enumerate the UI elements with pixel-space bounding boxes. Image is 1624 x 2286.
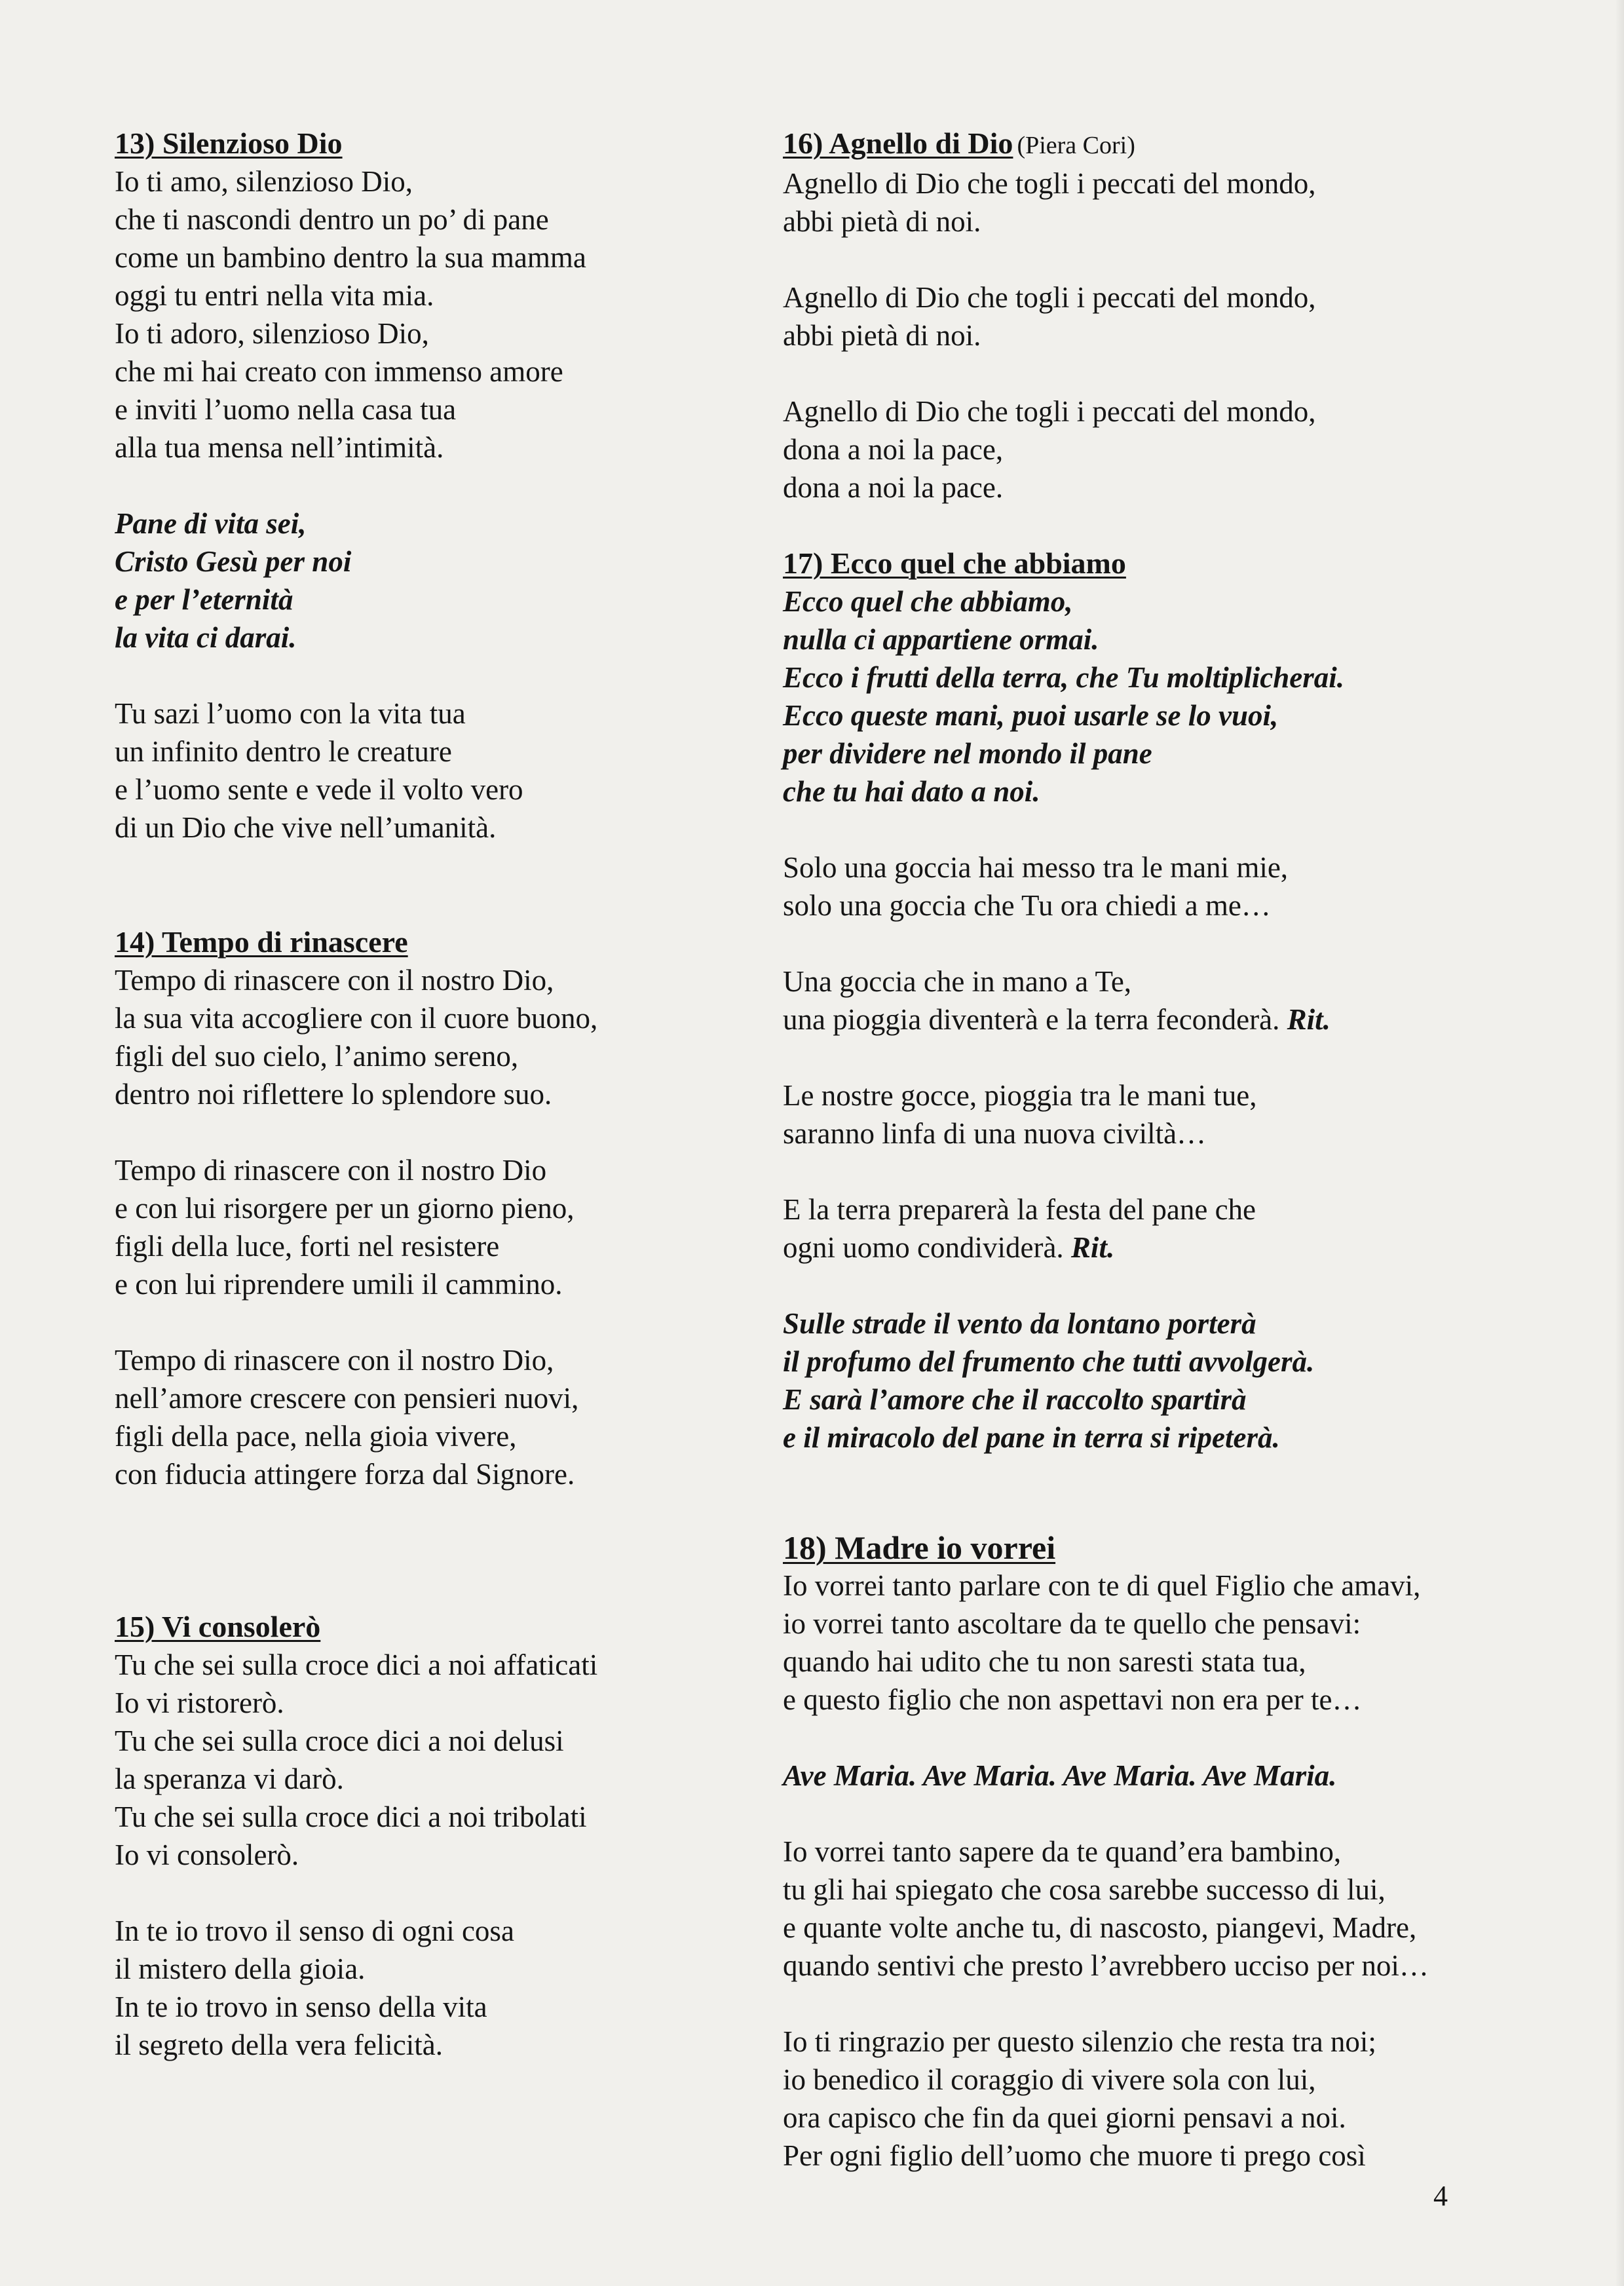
- lyric-line: [783, 1000, 1523, 1038]
- lyric-text: E sarà l’amore che il raccolto spartirà: [783, 1383, 1247, 1416]
- lyric-line: [115, 1379, 776, 1417]
- lyric-text: ogni uomo condividerà.: [783, 1231, 1064, 1264]
- song-title: [783, 1529, 1523, 1567]
- stanza: [783, 164, 1523, 240]
- lyric-line: [783, 2137, 1523, 2175]
- lyric-text: oggi tu entri nella vita mia.: [115, 279, 434, 312]
- lyric-line: [783, 1076, 1523, 1114]
- lyric-line: [783, 468, 1523, 506]
- song-title-text: 14) Tempo di rinascere: [115, 925, 408, 959]
- lyric-line: [783, 1381, 1523, 1419]
- lyric-text: figli della pace, nella gioia vivere,: [115, 1420, 517, 1453]
- stanza: [783, 1076, 1523, 1153]
- refrain: [115, 505, 776, 657]
- refrain: [783, 582, 1523, 810]
- lyric-text: quando sentivi che presto l’avrebbero ucciso per noi…: [783, 1949, 1429, 1982]
- lyric-text: dona a noi la pace,: [783, 433, 1004, 466]
- stanza: [115, 1646, 776, 1874]
- lyric-text: Sulle strade il vento da lontano porterà: [783, 1307, 1256, 1340]
- lyric-text: ora capisco che fin da quei giorni pensavi a noi.: [783, 2101, 1346, 2134]
- lyric-text: Tu che sei sulla croce dici a noi tribolati: [115, 1800, 587, 1833]
- lyric-line: [115, 733, 776, 771]
- stanza: [783, 1191, 1523, 1267]
- lyric-text: e questo figlio che non aspettavi non era per te…: [783, 1683, 1362, 1716]
- lyric-line: [783, 582, 1523, 620]
- lyric-line: [115, 581, 776, 619]
- stanza: [783, 2023, 1523, 2175]
- stanza: [115, 695, 776, 847]
- lyric-text: quando hai udito che tu non saresti stata tua,: [783, 1645, 1306, 1678]
- lyric-text: dona a noi la pace.: [783, 471, 1004, 504]
- lyric-text: Tu che sei sulla croce dici a noi affaticati: [115, 1648, 598, 1681]
- lyric-text: Io vorrei tanto sapere da te quand’era bambino,: [783, 1835, 1342, 1868]
- lyric-line: [783, 772, 1523, 810]
- song-title-text: 18) Madre io vorrei: [783, 1529, 1056, 1566]
- lyric-line: [115, 1988, 776, 2026]
- lyric-text: Ecco queste mani, puoi usarle se lo vuoi,: [783, 699, 1279, 732]
- lyric-line: [783, 2061, 1523, 2099]
- lyric-line: [783, 1343, 1523, 1381]
- song-1: [115, 124, 776, 847]
- lyric-line: [115, 1912, 776, 1950]
- refrain: [783, 1305, 1523, 1457]
- lyric-line: [115, 276, 776, 314]
- lyric-text: e il miracolo del pane in terra si ripeterà.: [783, 1421, 1280, 1454]
- song-title-text: 15) Vi consolerò: [115, 1610, 321, 1643]
- lyric-text: con fiducia attingere forza dal Signore.: [115, 1458, 575, 1491]
- song-title: [783, 544, 1523, 582]
- lyric-line: [115, 1760, 776, 1798]
- lyric-text: alla tua mensa nell’intimità.: [115, 431, 444, 464]
- lyric-line: [115, 1265, 776, 1303]
- stanza: [783, 1833, 1523, 1985]
- lyric-line: [115, 1417, 776, 1455]
- song-2: [115, 923, 776, 1493]
- lyric-line: [115, 771, 776, 809]
- lyric-text: Tempo di rinascere con il nostro Dio,: [115, 964, 554, 997]
- lyric-line: [783, 1833, 1523, 1871]
- lyric-text: che ti nascondi dentro un po’ di pane: [115, 203, 549, 236]
- refrain: [783, 1757, 1523, 1795]
- lyric-line: [115, 619, 776, 657]
- lyric-text: come un bambino dentro la sua mamma: [115, 241, 586, 274]
- lyric-text: un infinito dentro le creature: [115, 735, 452, 768]
- page-number: 4: [1433, 2180, 1448, 2212]
- lyric-text: Tu sazi l’uomo con la vita tua: [115, 697, 466, 730]
- lyric-text: una pioggia diventerà e la terra feconderà.: [783, 1003, 1280, 1036]
- lyric-line: [115, 1950, 776, 1988]
- lyric-line: [783, 658, 1523, 696]
- lyric-line: [115, 2026, 776, 2064]
- lyric-text: e per l’eternità: [115, 583, 293, 616]
- lyric-text: saranno linfa di una nuova civiltà…: [783, 1117, 1207, 1150]
- lyric-text: Ecco quel che abbiamo,: [783, 585, 1073, 618]
- lyric-line: [783, 1605, 1523, 1643]
- lyric-line: [115, 1646, 776, 1684]
- lyric-line: [115, 391, 776, 429]
- lyric-line: [783, 962, 1523, 1000]
- song-title: [115, 923, 776, 961]
- lyric-line: [783, 2023, 1523, 2061]
- lyric-text: Una goccia che in mano a Te,: [783, 965, 1132, 998]
- lyric-text: abbi pietà di noi.: [783, 319, 981, 352]
- lyric-text: io benedico il coraggio di vivere sola con lui,: [783, 2063, 1316, 2096]
- lyric-text: Io vorrei tanto parlare con te di quel Figlio che amavi,: [783, 1569, 1421, 1602]
- lyric-line: [783, 202, 1523, 240]
- lyric-line: [783, 1757, 1523, 1795]
- lyric-line: [783, 734, 1523, 772]
- stanza: [783, 848, 1523, 924]
- lyric-line: [115, 1455, 776, 1493]
- lyric-line: [115, 505, 776, 543]
- lyric-line: [115, 1151, 776, 1189]
- lyric-text: che tu hai dato a noi.: [783, 775, 1040, 808]
- lyric-text: solo una goccia che Tu ora chiedi a me…: [783, 889, 1271, 922]
- lyric-text: E la terra preparerà la festa del pane che: [783, 1193, 1256, 1226]
- lyric-line: [783, 1419, 1523, 1457]
- lyric-text: nell’amore crescere con pensieri nuovi,: [115, 1382, 579, 1415]
- lyric-line: [783, 1909, 1523, 1947]
- lyric-text: il segreto della vera felicità.: [115, 2029, 443, 2061]
- lyric-line: [783, 1114, 1523, 1153]
- lyric-line: [115, 200, 776, 238]
- lyric-line: [115, 1836, 776, 1874]
- song-title-text: 16) Agnello di Dio: [783, 126, 1013, 160]
- lyric-line: [115, 1075, 776, 1113]
- lyric-text: e con lui risorgere per un giorno pieno,: [115, 1192, 575, 1225]
- lyric-text: Agnello di Dio che togli i peccati del mondo,: [783, 281, 1316, 314]
- lyric-text: Le nostre gocce, pioggia tra le mani tue,: [783, 1079, 1257, 1112]
- lyric-line: [115, 1227, 776, 1265]
- lyric-line: [115, 1189, 776, 1227]
- lyric-line: [115, 1798, 776, 1836]
- lyric-line: [115, 1341, 776, 1379]
- lyric-text: il mistero della gioia.: [115, 1953, 366, 1985]
- stanza: [115, 1912, 776, 2064]
- lyric-line: [115, 961, 776, 999]
- stanza: [783, 392, 1523, 506]
- lyric-text: Io vi ristorerò.: [115, 1686, 284, 1719]
- lyric-line: [115, 1037, 776, 1075]
- lyric-text: Ecco i frutti della terra, che Tu moltiplicherai.: [783, 661, 1345, 694]
- song-title: [115, 1608, 776, 1646]
- lyric-line: [783, 1643, 1523, 1681]
- lyric-text: nulla ci appartiene ormai.: [783, 623, 1099, 656]
- song-title: [783, 124, 1523, 164]
- lyric-line: [115, 1722, 776, 1760]
- stanza: [115, 1151, 776, 1303]
- lyric-text: la vita ci darai.: [115, 621, 297, 654]
- stanza: [783, 962, 1523, 1038]
- lyric-line: [115, 352, 776, 391]
- left-column: [115, 124, 776, 2064]
- right-column: [783, 124, 1523, 2175]
- lyric-text: Agnello di Dio che togli i peccati del mondo,: [783, 395, 1316, 428]
- lyric-line: [783, 1681, 1523, 1719]
- lyric-text: Tempo di rinascere con il nostro Dio,: [115, 1344, 554, 1377]
- song-1: [783, 124, 1523, 506]
- lyric-text: io vorrei tanto ascoltare da te quello che pensavi:: [783, 1607, 1361, 1640]
- stanza: [115, 162, 776, 467]
- lyric-line: [783, 1229, 1523, 1267]
- song-2: [783, 544, 1523, 1457]
- song-title-text: 13) Silenzioso Dio: [115, 126, 343, 160]
- lyric-text: Cristo Gesù per noi: [115, 545, 352, 578]
- lyric-text: dentro noi riflettere lo splendore suo.: [115, 1078, 552, 1111]
- lyric-line: [783, 1305, 1523, 1343]
- lyric-text: Solo una goccia hai messo tra le mani mie,: [783, 851, 1289, 884]
- lyric-line: [783, 1567, 1523, 1605]
- lyric-line: [783, 278, 1523, 316]
- lyric-text: Io ti adoro, silenzioso Dio,: [115, 317, 429, 350]
- lyric-line: [115, 809, 776, 847]
- stanza: [783, 278, 1523, 354]
- lyric-text: Tempo di rinascere con il nostro Dio: [115, 1154, 547, 1187]
- lyric-line: [115, 543, 776, 581]
- stanza: [115, 1341, 776, 1493]
- lyric-text: Ave Maria. Ave Maria. Ave Maria. Ave Maria.: [783, 1759, 1337, 1792]
- lyric-text: che mi hai creato con immenso amore: [115, 355, 563, 388]
- lyric-text: Pane di vita sei,: [115, 507, 307, 540]
- lyric-line: [783, 164, 1523, 202]
- refrain-marker: Rit.: [1287, 1003, 1331, 1036]
- lyric-line: [115, 314, 776, 352]
- lyric-text: e l’uomo sente e vede il volto vero: [115, 773, 523, 806]
- refrain-marker: Rit.: [1070, 1231, 1115, 1264]
- song-3: [115, 1608, 776, 2064]
- lyric-line: [783, 392, 1523, 430]
- lyric-text: figli del suo cielo, l’animo sereno,: [115, 1040, 519, 1073]
- lyric-line: [115, 695, 776, 733]
- song-3: [783, 1529, 1523, 2175]
- lyric-line: [783, 1947, 1523, 1985]
- lyric-text: tu gli hai spiegato che cosa sarebbe successo di lui,: [783, 1873, 1386, 1906]
- song-title-text: 17) Ecco quel che abbiamo: [783, 546, 1126, 580]
- stanza: [783, 1567, 1523, 1719]
- lyric-line: [115, 162, 776, 200]
- lyric-text: e inviti l’uomo nella casa tua: [115, 393, 457, 426]
- lyric-text: Io ti ringrazio per questo silenzio che resta tra noi;: [783, 2025, 1376, 2058]
- lyric-line: [115, 238, 776, 276]
- lyric-text: In te io trovo il senso di ogni cosa: [115, 1915, 514, 1947]
- lyric-text: il profumo del frumento che tutti avvolgerà.: [783, 1345, 1315, 1378]
- lyric-text: e quante volte anche tu, di nascosto, piangevi, Madre,: [783, 1911, 1417, 1944]
- lyric-text: Agnello di Dio che togli i peccati del mondo,: [783, 167, 1316, 200]
- lyric-text: per dividere nel mondo il pane: [783, 737, 1152, 770]
- lyric-line: [115, 429, 776, 467]
- lyric-line: [783, 620, 1523, 658]
- lyric-text: la sua vita accogliere con il cuore buono,: [115, 1002, 598, 1035]
- stanza: [115, 961, 776, 1113]
- lyric-line: [783, 696, 1523, 734]
- lyric-text: Io vi consolerò.: [115, 1838, 299, 1871]
- lyric-line: [783, 886, 1523, 924]
- lyric-text: e con lui riprendere umili il cammino.: [115, 1268, 563, 1301]
- lyric-text: abbi pietà di noi.: [783, 205, 981, 238]
- lyric-line: [115, 999, 776, 1037]
- song-author: (Piera Cori): [1017, 132, 1135, 159]
- lyric-line: [783, 316, 1523, 354]
- lyric-line: [783, 2099, 1523, 2137]
- song-title: [115, 124, 776, 162]
- lyric-text: figli della luce, forti nel resistere: [115, 1230, 500, 1263]
- lyric-text: di un Dio che vive nell’umanità.: [115, 811, 497, 844]
- lyric-line: [783, 848, 1523, 886]
- lyric-text: Tu che sei sulla croce dici a noi delusi: [115, 1724, 564, 1757]
- lyric-line: [783, 430, 1523, 468]
- lyric-text: Per ogni figlio dell’uomo che muore ti prego così: [783, 2139, 1366, 2172]
- lyric-text: Io ti amo, silenzioso Dio,: [115, 165, 413, 198]
- lyric-line: [115, 1684, 776, 1722]
- lyric-text: In te io trovo in senso della vita: [115, 1991, 487, 2023]
- paper-edge: [1615, 0, 1624, 2286]
- lyric-line: [783, 1871, 1523, 1909]
- lyric-line: [783, 1191, 1523, 1229]
- lyric-text: la speranza vi darò.: [115, 1762, 344, 1795]
